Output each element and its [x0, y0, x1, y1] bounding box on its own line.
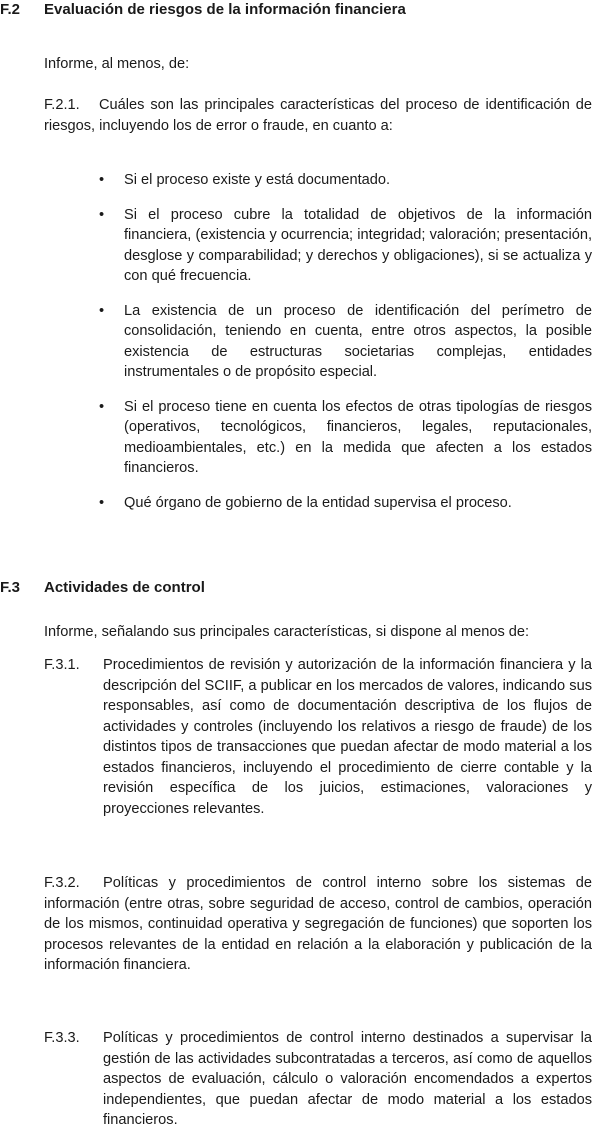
bullet-item	[96, 301, 592, 383]
bullet-icon: •	[99, 172, 105, 188]
section-title: Actividades de control	[44, 579, 205, 596]
section-heading-f3	[0, 578, 205, 599]
bullet-list	[96, 170, 592, 513]
bullet-icon: •	[99, 494, 105, 511]
bullet-item	[96, 397, 592, 479]
subsection-number: F.3.2.	[44, 875, 80, 891]
subsection-number: F.2.1.	[44, 97, 80, 113]
section-heading-f2	[0, 0, 406, 21]
bullet-item	[96, 493, 592, 514]
bullet-item	[96, 205, 592, 287]
bullet-text: Si el proceso cubre la totalidad de objetivos de la información financiera, (existencia y ocurrencia; integridad; valoración; presentación, desglose y comparabilidad; y derechos y obligaciones), si se actualiza y con qué frecuencia.	[124, 206, 592, 284]
bullet-item	[96, 170, 592, 191]
subsection-text: Políticas y procedimientos de control interno destinados a supervisar la gestión de las actividades subcontratadas a terceros, así como de aquellos aspectos de evaluación, cálculo o valoración encomendados a expertos independientes, que puedan afectar de modo material a los estados financieros.	[103, 1030, 592, 1128]
subsection-number: F.3.3.	[44, 1030, 80, 1046]
bullet-icon: •	[99, 302, 105, 319]
subsection-f31	[44, 655, 592, 819]
subsection-f32	[44, 873, 592, 976]
bullet-text: Qué órgano de gobierno de la entidad supervisa el proceso.	[124, 494, 512, 511]
bullet-text: Si el proceso existe y está documentado.	[124, 172, 391, 188]
section-number: F.2	[0, 1, 21, 18]
subsection-text	[44, 95, 592, 136]
section-title: Evaluación de riesgos de la información financiera	[44, 1, 406, 18]
subsection-text-content: Cuáles son las principales características del proceso de identificación de riesgos, incluyendo los de error o fraude, en cuanto a:	[44, 97, 592, 134]
bullet-text: Si el proceso tiene en cuenta los efectos de otras tipologías de riesgos (operativos, tecnológicos, financieros, legales, reputacionales, medioambientales, etc.) en la medida que afecten a los estados financieros.	[124, 398, 592, 476]
section-intro: Informe, al menos, de:	[44, 56, 190, 72]
bullet-icon: •	[99, 398, 105, 415]
subsection-f21	[44, 95, 592, 136]
bullet-icon: •	[99, 206, 105, 223]
subsection-text: Políticas y procedimientos de control interno sobre los sistemas de información (entre otras, sobre seguridad de acceso, control de cambios, operación de los mismos, continuidad operativa y segregación de funciones) que soporten los procesos relevantes de la entidad en relación a la elaboración y publicación de la información financiera.	[44, 875, 592, 973]
bullet-text: La existencia de un proceso de identificación del perímetro de consolidación, teniendo en cuenta, entre otros aspectos, la posible existencia de estructuras societarias complejas, entidades instrumentales o de propósito especial.	[124, 302, 592, 380]
subsection-text: Procedimientos de revisión y autorización de la información financiera y la descripción del SCIIF, a publicar en los mercados de valores, indicando sus responsables, así como de documentación descriptiva de los flujos de actividades y controles (incluyendo los relativos a riesgo de fraude) de los distintos tipos de transacciones que puedan afectar de modo material a los estados financieros, incluyendo el procedimiento de cierre contable y la revisión específica de los juicios, estimaciones, valoraciones y proyecciones relevantes.	[103, 657, 592, 817]
subsection-number: F.3.1.	[44, 657, 80, 673]
subsection-f33	[44, 1028, 592, 1131]
section-intro: Informe, señalando sus principales características, si dispone al menos de:	[44, 624, 530, 640]
section-number: F.3	[0, 579, 21, 596]
